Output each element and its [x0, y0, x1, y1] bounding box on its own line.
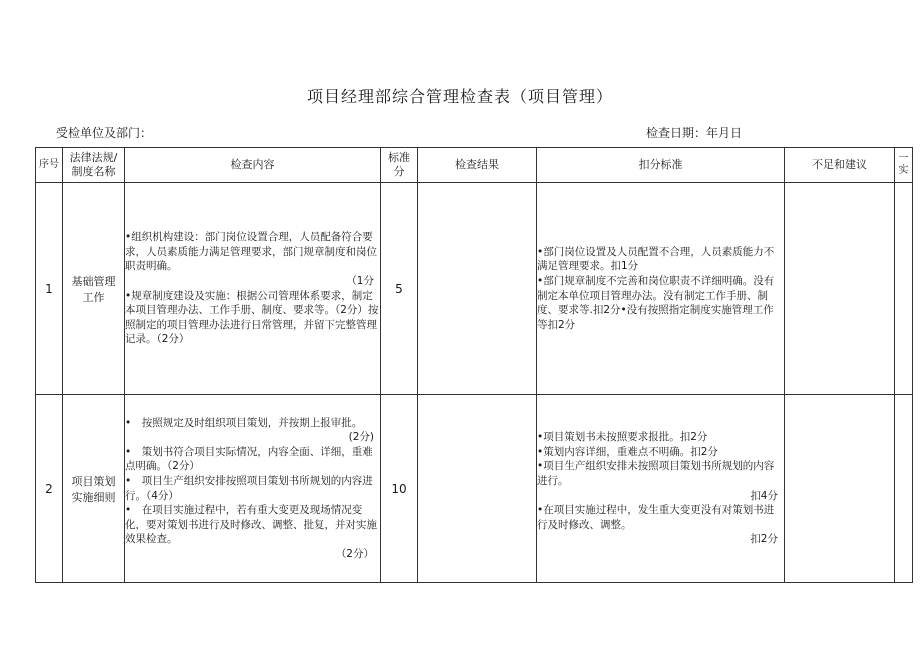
header-std-line2: 分	[393, 165, 405, 178]
row-standard-score: 5	[381, 183, 418, 395]
inspection-table	[35, 147, 913, 583]
header-last-line1: 一	[898, 153, 909, 164]
header-content: 检查内容	[125, 148, 381, 183]
content-item: • 项目生产组织安排按照项目策划书所规划的内容进行。（4分）	[125, 474, 373, 502]
row-standard-score: 10	[381, 395, 418, 583]
deduction-item: •部门岗位设置及人员配置不合理，人员素质能力不满足管理要求。扣1分	[537, 245, 775, 273]
content-score-note: （1分	[346, 274, 374, 287]
content-item: • 策划书符合项目实际情况，内容全面、详细，重难点明确。（2分）	[125, 445, 373, 473]
content-item: •组织机构建设：部门岗位设置合理，人员配备符合要求，人员素质能力满足管理要求，部门规章制度和岗位职责明确。	[125, 231, 377, 273]
row-advice-cell[interactable]	[785, 183, 895, 395]
header-row	[36, 148, 913, 183]
row-last-cell	[895, 183, 913, 395]
deduction-item: •部门规章制度不完善和岗位职责不详细明确。没有制定本单位项目管理办法。没有制定工作手册、制度、要求等.扣2分•没有按照指定制度实施管理工作等扣2分	[537, 274, 775, 331]
deduction-item: •在项目实施过程中，发生重大变更没有对策划书进行及时修改、调整。	[537, 504, 775, 531]
page-title: 项目经理部综合管理检查表（项目管理）	[306, 87, 613, 106]
row-name-line2: 工作	[82, 290, 105, 304]
row-name-line1: 项目策划	[71, 474, 116, 488]
content-item: • 按照规定及时组织项目策划，并按期上报审批。	[125, 416, 363, 429]
row-last-cell	[895, 395, 913, 583]
header-law-name	[63, 148, 125, 183]
row-result-cell[interactable]	[418, 183, 537, 395]
header-law-line2: 制度名称	[71, 165, 116, 178]
row-deduction	[537, 183, 785, 395]
header-deduction: 扣分标准	[537, 148, 785, 183]
header-last	[895, 148, 913, 183]
header-advice: 不足和建议	[785, 148, 895, 183]
row-result-cell[interactable]	[418, 395, 537, 583]
row-seq: 1	[36, 183, 63, 395]
row-seq: 2	[36, 395, 63, 583]
deduction-item: •策划内容详细，重难点不明确。扣2分	[537, 445, 718, 458]
row-name-line1: 基础管理	[71, 274, 116, 288]
header-last-line2: 实	[898, 165, 909, 176]
content-score-note: （2分）	[335, 547, 374, 560]
inspection-date-label: 检查日期：年月日	[646, 126, 743, 140]
header-seq: 序号	[36, 148, 63, 183]
content-item: •规章制度建设及实施：根据公司管理体系要求，制定本项目管理办法、工作手册、制度、要求等。（2分）按照制定的项目管理办法进行日常管理，并留下完整管理记录。（2分）	[125, 289, 379, 346]
table-row	[36, 395, 913, 583]
table-row	[36, 183, 913, 395]
row-deduction	[537, 395, 785, 583]
inspected-unit-label: 受检单位及部门：	[56, 126, 153, 140]
content-item: • 在项目实施过程中，若有重大变更及现场情况变化，要对策划书进行及时修改、调整、批复，并对实施效果检查。	[125, 504, 377, 546]
deduction-item: •项目生产组织安排未按照项目策划书所规划的内容进行。	[537, 460, 775, 487]
content-score-note: (2分)	[348, 431, 374, 444]
deduction-score: 扣4分	[750, 489, 778, 502]
deduction-item: •项目策划书未按照要求报批。扣2分	[537, 431, 708, 444]
row-content	[125, 183, 381, 395]
header-standard-score	[381, 148, 418, 183]
header-law-line1: 法律法规/	[69, 151, 118, 164]
deduction-score: 扣2分	[750, 533, 778, 546]
row-name	[63, 395, 125, 583]
row-name-line2: 实施细则	[71, 490, 116, 504]
row-advice-cell[interactable]	[785, 395, 895, 583]
header-result: 检查结果	[418, 148, 537, 183]
header-std-line1: 标准	[388, 151, 410, 164]
row-content	[125, 395, 381, 583]
row-name	[63, 183, 125, 395]
